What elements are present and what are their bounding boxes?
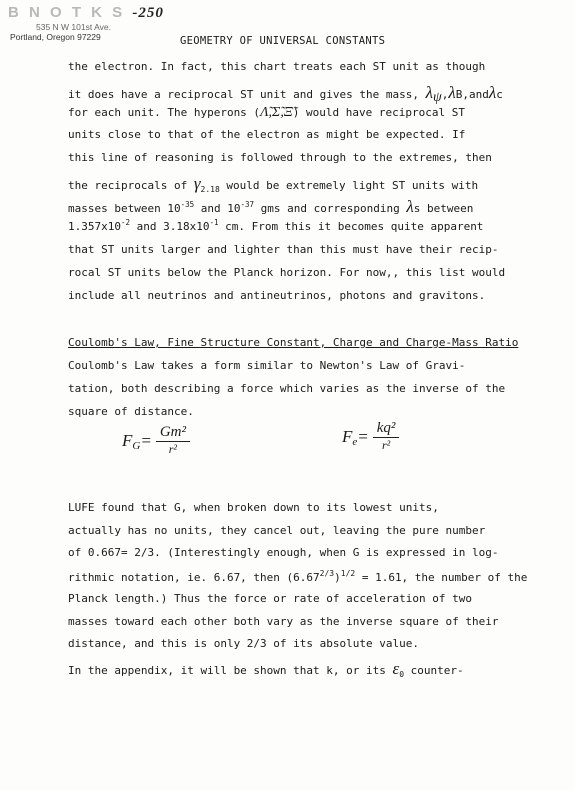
text-line: distance, and this is only 2/3 of its absolute value.	[68, 637, 419, 650]
address-stamp	[8, 4, 173, 42]
stamp-name: B N O T K S	[8, 4, 126, 21]
text-line: masses between $10^{-35}$ and $10^{-37}$ gms and corresponding λs between	[68, 197, 474, 216]
text-line: In the appendix, it will be shown that k, or its $\varepsilon_0$ counter-	[68, 659, 464, 679]
text-line: Coulomb's Law takes a form similar to Newton's Law of Gravi-	[68, 359, 466, 372]
text-line: include all neutrinos and antineutrinos, photons and gravitons.	[68, 289, 486, 302]
text-line: this line of reasoning is followed through to the extremes, then	[68, 151, 492, 164]
text-line: Planck length.) Thus the force or rate of acceleration of two	[68, 592, 472, 605]
text-line: $1.357x10^{-2}$ and $3.18x10^{-1}$ cm. From this it becomes quite apparent	[68, 218, 484, 233]
coulomb-formula: $F_e=$ $\frac{\text{kq²}}{\text{r²}}$	[342, 420, 399, 453]
text-line: that ST units larger and lighter than this must have their recip-	[68, 243, 499, 256]
formula-numerator: Gm²	[156, 424, 190, 442]
text-line: it does have a reciprocal ST unit and gives the mass, $\lambda_\psi,\lambda B,and\lambda c$	[68, 83, 503, 105]
section-heading: Coulomb's Law, Fine Structure Constant, Charge and Charge-Mass Ratio	[68, 336, 519, 349]
formula-denominator: r²	[381, 438, 391, 452]
page-header: GEOMETRY OF UNIVERSAL CONSTANTS	[180, 35, 386, 47]
text-line: rithmic notation, ie. 6.67, then $(6.67^{2/3})^{1/2} = 1.61$, the number of the	[68, 569, 528, 584]
text-line: tation, both describing a force which varies as the inverse of the	[68, 382, 506, 395]
text-line: the electron. In fact, this chart treats each ST unit as though	[68, 60, 486, 73]
text-line: masses toward each other both vary as the inverse square of their	[68, 615, 499, 628]
text-line: rocal ST units below the Planck horizon. For now,, this list would	[68, 266, 506, 279]
stamp-address-line1: 535 N W 101st Ave.	[36, 22, 111, 32]
gravity-formula: $F_G=$ $\frac{\text{Gm²}}{\text{r²}}$	[122, 424, 190, 457]
text-line: LUFE found that G, when broken down to its lowest units,	[68, 501, 439, 514]
text-line: for each unit. The hyperons (Λ̃,Σ̃,Ξ̃) would have reciprocal ST	[68, 105, 465, 120]
formula-denominator: r²	[168, 442, 178, 456]
stamp-address-line2: Portland, Oregon 97229	[10, 32, 101, 42]
text-line: square of distance.	[68, 405, 194, 418]
handwritten-page-number: -250	[132, 5, 164, 21]
formula-numerator: kq²	[373, 420, 400, 438]
text-line: units close to that of the electron as might be expected. If	[68, 128, 466, 141]
text-line: the reciprocals of $\gamma_{2.18}$ would be extremely light ST units with	[68, 174, 479, 194]
text-line: actually has no units, they cancel out, leaving the pure number	[68, 524, 486, 537]
text-line: of 0.667= 2/3. (Interestingly enough, when G is expressed in log-	[68, 546, 499, 559]
